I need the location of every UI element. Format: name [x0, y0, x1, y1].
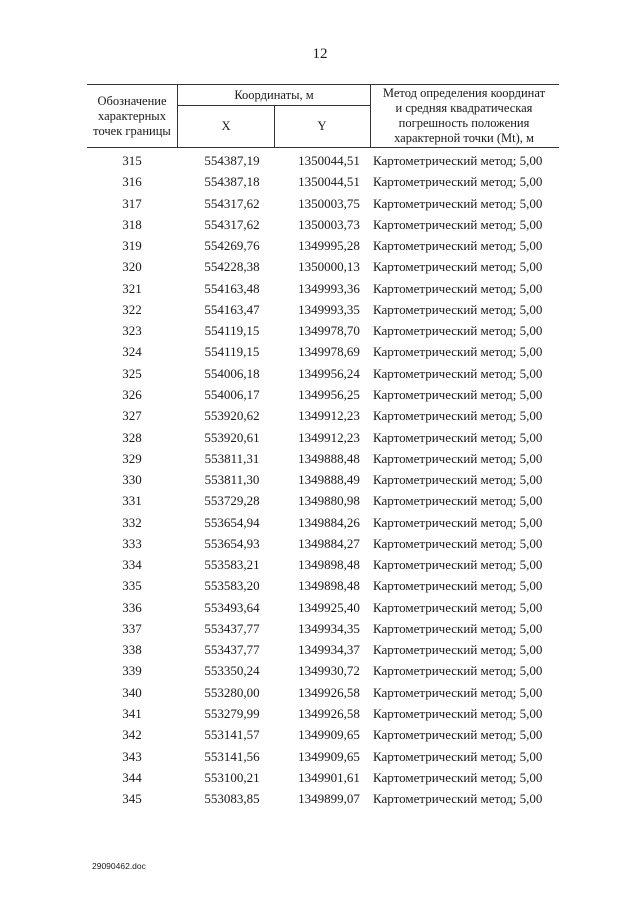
cell-point-number: 330	[122, 472, 142, 488]
cell-point-number: 316	[122, 174, 142, 190]
cell-y: 1349909,65	[298, 727, 360, 743]
cell-x: 553279,99	[204, 706, 260, 722]
cell-method: Картометрический метод; 5,00	[373, 535, 543, 551]
cell-y: 1349909,65	[298, 748, 360, 764]
cell-y: 1349930,72	[298, 663, 360, 679]
cell-method: Картометрический метод; 5,00	[373, 514, 543, 530]
cell-point-number: 334	[122, 557, 142, 573]
page-number: 12	[312, 46, 328, 62]
cell-x: 553811,30	[204, 472, 260, 488]
cell-x: 554006,17	[204, 386, 260, 402]
cell-method: Картометрический метод; 5,00	[373, 791, 543, 807]
cell-method: Картометрический метод; 5,00	[373, 599, 543, 615]
table-row	[0, 533, 640, 554]
cell-x: 554119,15	[204, 344, 260, 360]
table-row	[0, 788, 640, 809]
cell-point-number: 341	[122, 706, 142, 722]
cell-y: 1349884,26	[298, 514, 360, 530]
cell-method: Картометрический метод; 5,00	[373, 727, 543, 743]
cell-y: 1349898,48	[298, 578, 360, 594]
table-row	[0, 724, 640, 745]
cell-method: Картометрический метод; 5,00	[373, 344, 543, 360]
cell-y: 1349925,40	[298, 599, 360, 615]
cell-x: 553141,56	[204, 748, 260, 764]
cell-point-number: 320	[122, 259, 142, 275]
cell-method: Картометрический метод; 5,00	[373, 174, 543, 190]
cell-point-number: 325	[122, 365, 142, 381]
cell-point-number: 336	[122, 599, 142, 615]
table-row	[0, 150, 640, 171]
cell-x: 553920,62	[204, 408, 260, 424]
header-coordinates-title: Координаты, м	[178, 85, 370, 106]
cell-y: 1349926,58	[298, 684, 360, 700]
table-row	[0, 660, 640, 681]
cell-method: Картометрический метод; 5,00	[373, 684, 543, 700]
cell-x: 553437,77	[204, 642, 260, 658]
table-row	[0, 703, 640, 724]
cell-point-number: 321	[122, 280, 142, 296]
cell-x: 554163,48	[204, 280, 260, 296]
cell-method: Картометрический метод; 5,00	[373, 216, 543, 232]
cell-method: Картометрический метод; 5,00	[373, 408, 543, 424]
cell-x: 553583,21	[204, 557, 260, 573]
cell-y: 1349934,35	[298, 620, 360, 636]
table-row	[0, 235, 640, 256]
cell-point-number: 327	[122, 408, 142, 424]
cell-y: 1349993,35	[298, 301, 360, 317]
cell-method: Картометрический метод; 5,00	[373, 706, 543, 722]
cell-y: 1349934,37	[298, 642, 360, 658]
cell-y: 1350003,75	[298, 195, 360, 211]
cell-point-number: 335	[122, 578, 142, 594]
cell-y: 1349978,70	[298, 323, 360, 339]
cell-x: 553437,77	[204, 620, 260, 636]
cell-x: 554387,19	[204, 153, 260, 168]
cell-method: Картометрический метод; 5,00	[373, 365, 543, 381]
cell-x: 553280,00	[204, 684, 260, 700]
cell-method: Картометрический метод; 5,00	[373, 748, 543, 764]
cell-point-number: 345	[122, 791, 142, 807]
cell-point-number: 339	[122, 663, 142, 679]
cell-x: 553583,20	[204, 578, 260, 594]
cell-method: Картометрический метод; 5,00	[373, 323, 543, 339]
cell-point-number: 332	[122, 514, 142, 530]
cell-y: 1349956,25	[298, 386, 360, 402]
cell-x: 553654,93	[204, 535, 260, 551]
cell-y: 1349880,98	[298, 493, 360, 509]
cell-method: Картометрический метод; 5,00	[373, 259, 543, 275]
cell-point-number: 331	[122, 493, 142, 509]
table-header	[87, 84, 559, 148]
cell-method: Картометрический метод; 5,00	[373, 769, 543, 785]
cell-y: 1349912,23	[298, 408, 360, 424]
cell-y: 1349888,48	[298, 450, 360, 466]
cell-y: 1349978,69	[298, 344, 360, 360]
cell-point-number: 343	[122, 748, 142, 764]
cell-method: Картометрический метод; 5,00	[373, 280, 543, 296]
cell-y: 1349888,49	[298, 472, 360, 488]
table-row	[0, 171, 640, 192]
table-row	[0, 405, 640, 426]
table-row	[0, 448, 640, 469]
cell-point-number: 319	[122, 238, 142, 254]
cell-method: Картометрический метод; 5,00	[373, 620, 543, 636]
cell-x: 553083,85	[204, 791, 260, 807]
header-x: X	[178, 106, 275, 147]
table-row	[0, 575, 640, 596]
cell-method: Картометрический метод; 5,00	[373, 493, 543, 509]
cell-x: 553811,31	[204, 450, 260, 466]
cell-x: 553350,24	[204, 663, 260, 679]
cell-x: 554228,38	[204, 259, 260, 275]
cell-point-number: 333	[122, 535, 142, 551]
cell-method: Картометрический метод; 5,00	[373, 429, 543, 445]
cell-x: 553920,61	[204, 429, 260, 445]
cell-x: 554317,62	[204, 195, 260, 211]
table-row	[0, 639, 640, 660]
cell-x: 554119,15	[204, 323, 260, 339]
cell-method: Картометрический метод; 5,00	[373, 472, 543, 488]
cell-y: 1350044,51	[298, 174, 360, 190]
table-row	[0, 256, 640, 277]
table-row	[0, 490, 640, 511]
table-row	[0, 214, 640, 235]
cell-point-number: 323	[122, 323, 142, 339]
cell-x: 554317,62	[204, 216, 260, 232]
cell-method: Картометрический метод; 5,00	[373, 578, 543, 594]
cell-x: 554006,18	[204, 365, 260, 381]
cell-method: Картометрический метод; 5,00	[373, 153, 543, 168]
table-row	[0, 597, 640, 618]
cell-y: 1349901,61	[298, 769, 360, 785]
cell-point-number: 324	[122, 344, 142, 360]
table-row	[0, 746, 640, 767]
table-row	[0, 427, 640, 448]
table-row	[0, 299, 640, 320]
cell-y: 1350000,13	[298, 259, 360, 275]
cell-x: 553100,21	[204, 769, 260, 785]
cell-method: Картометрический метод; 5,00	[373, 557, 543, 573]
footer-filename: 29090462.doc	[92, 861, 146, 871]
cell-point-number: 315	[122, 153, 142, 168]
cell-method: Картометрический метод; 5,00	[373, 301, 543, 317]
cell-point-number: 326	[122, 386, 142, 402]
table-row	[0, 469, 640, 490]
cell-x: 553654,94	[204, 514, 260, 530]
table-row	[0, 512, 640, 533]
cell-y: 1349926,58	[298, 706, 360, 722]
cell-y: 1349993,36	[298, 280, 360, 296]
header-coordinates	[177, 85, 371, 147]
cell-point-number: 322	[122, 301, 142, 317]
cell-method: Картометрический метод; 5,00	[373, 450, 543, 466]
table-row	[0, 193, 640, 214]
table-row	[0, 767, 640, 788]
table-row	[0, 618, 640, 639]
cell-point-number: 328	[122, 429, 142, 445]
cell-y: 1349884,27	[298, 535, 360, 551]
cell-point-number: 342	[122, 727, 142, 743]
cell-y: 1350044,51	[298, 153, 360, 168]
table-row	[0, 363, 640, 384]
cell-x: 554269,76	[204, 238, 260, 254]
table-row	[0, 554, 640, 575]
cell-point-number: 337	[122, 620, 142, 636]
header-point-designation: Обозначение характерных точек границы	[93, 93, 171, 138]
cell-x: 554387,18	[204, 174, 260, 190]
cell-method: Картометрический метод; 5,00	[373, 195, 543, 211]
cell-point-number: 338	[122, 642, 142, 658]
header-y: Y	[317, 119, 327, 133]
cell-x: 553729,28	[204, 493, 260, 509]
table-row	[0, 384, 640, 405]
cell-method: Картометрический метод; 5,00	[373, 663, 543, 679]
cell-method: Картометрический метод; 5,00	[373, 238, 543, 254]
table-row	[0, 682, 640, 703]
table-row	[0, 320, 640, 341]
cell-y: 1350003,73	[298, 216, 360, 232]
cell-point-number: 317	[122, 195, 142, 211]
cell-point-number: 344	[122, 769, 142, 785]
cell-y: 1349898,48	[298, 557, 360, 573]
table-row	[0, 341, 640, 362]
header-method: Метод определения координат и средняя квадратическая погрешность положения характерной точки (Mt), м	[382, 86, 546, 145]
cell-point-number: 318	[122, 216, 142, 232]
cell-y: 1349912,23	[298, 429, 360, 445]
cell-method: Картометрический метод; 5,00	[373, 642, 543, 658]
table-row	[0, 278, 640, 299]
cell-y: 1349956,24	[298, 365, 360, 381]
cell-point-number: 340	[122, 684, 142, 700]
cell-x: 553493,64	[204, 599, 260, 615]
cell-x: 553141,57	[204, 727, 260, 743]
cell-point-number: 329	[122, 450, 142, 466]
cell-y: 1349995,28	[298, 238, 360, 254]
cell-y: 1349899,07	[298, 791, 360, 807]
cell-x: 554163,47	[204, 301, 260, 317]
cell-method: Картометрический метод; 5,00	[373, 386, 543, 402]
